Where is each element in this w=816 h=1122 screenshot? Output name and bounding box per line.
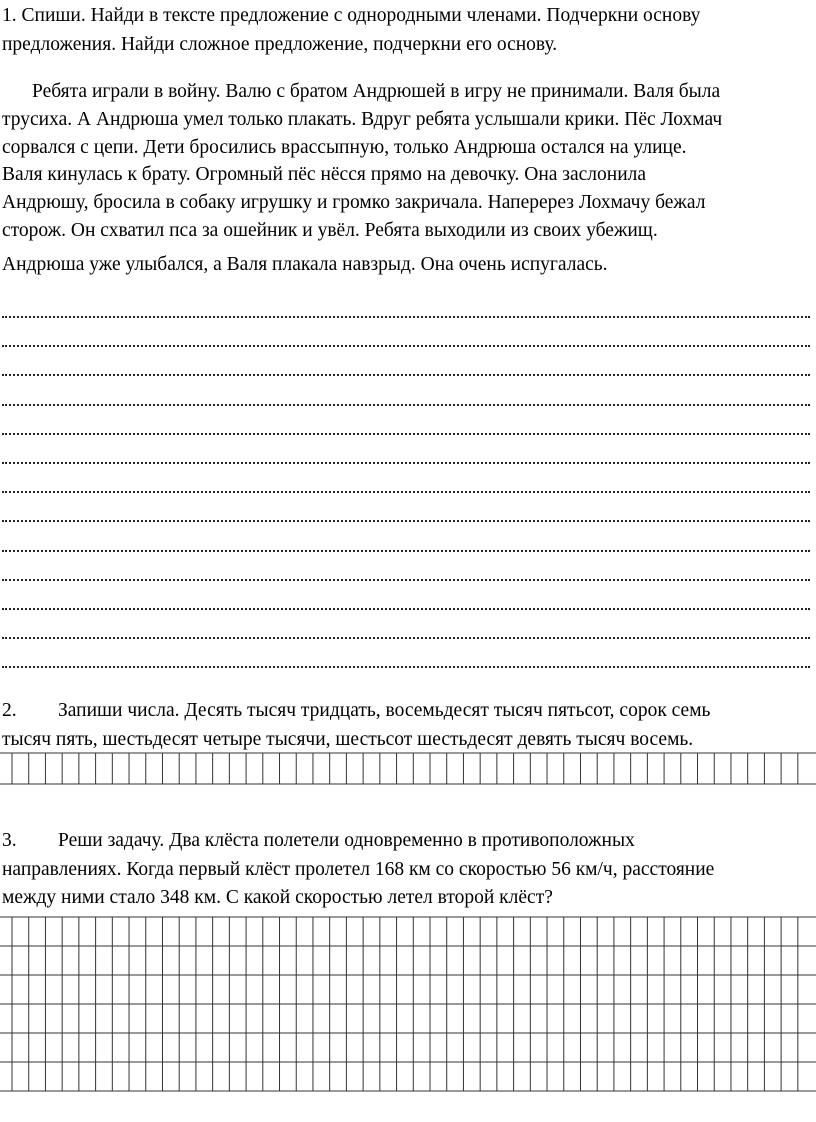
answer-line[interactable] [2, 345, 810, 347]
answer-line[interactable] [2, 608, 810, 610]
answer-line[interactable] [2, 637, 810, 639]
answer-grid-numbers[interactable] [0, 750, 816, 786]
text-line: Ребята играли в войну. Валю с братом Андрюшей в игру не принимали. Валя была [32, 81, 721, 102]
task3-number: 3. [2, 830, 17, 851]
task1-line: 1. Спиши. Найди в тексте предложение с однородными членами. Подчеркни основу [2, 5, 701, 26]
task3-line: Реши задачу. Два клёста полетели одновременно в противоположных [58, 830, 635, 851]
task3 [2, 827, 816, 913]
answer-line[interactable] [2, 404, 810, 406]
task3-line: между ними стало 348 км. С какой скоростью летел второй клёст? [2, 887, 553, 908]
answer-line[interactable] [2, 316, 810, 318]
task1-instructions [2, 2, 816, 59]
answer-line[interactable] [2, 433, 810, 435]
text-line: Андрюша уже улыбался, а Валя плакала навзрыд. Она очень испугалась. [2, 253, 608, 275]
task2-line: Запиши числа. Десять тысяч тридцать, восемьдесят тысяч пятьсот, сорок семь [58, 700, 711, 721]
answer-line[interactable] [2, 666, 810, 668]
answer-line[interactable] [2, 579, 810, 581]
text-line: трусиха. А Андрюша умел только плакать. Вдруг ребята услышали крики. Пёс Лохмач [2, 108, 723, 130]
answer-line[interactable] [2, 462, 810, 464]
answer-line[interactable] [2, 374, 810, 376]
answer-line[interactable] [2, 550, 810, 552]
answer-grid-problem[interactable] [0, 914, 816, 1094]
answer-line[interactable] [2, 491, 810, 493]
task2-number: 2. [2, 700, 17, 721]
text-line: Валя кинулась к брату. Огромный пёс нёсся прямо на девочку. Она заслонила [2, 164, 647, 186]
task2 [2, 697, 816, 754]
task2-line: тысяч пять, шестьдесят четыре тысячи, шестьсот шестьдесят девять тысяч восемь. [2, 728, 694, 750]
text-line: сторож. Он схватил пса за ошейник и увёл. Ребята выходили из своих убежищ. [2, 219, 658, 241]
task1-text [2, 78, 816, 279]
text-line: сорвался с цепи. Дети бросились врассыпную, только Андрюша остался на улице. [2, 136, 687, 158]
task3-line: направлениях. Когда первый клёст пролетел 168 км со скоростью 56 км/ч, расстояние [2, 858, 715, 880]
answer-line[interactable] [2, 520, 810, 522]
task1-line: предложения. Найди сложное предложение, подчеркни его основу. [2, 33, 558, 55]
text-line: Андрюшу, бросила в собаку игрушку и громко закричала. Наперерез Лохмачу бежал [2, 192, 706, 214]
